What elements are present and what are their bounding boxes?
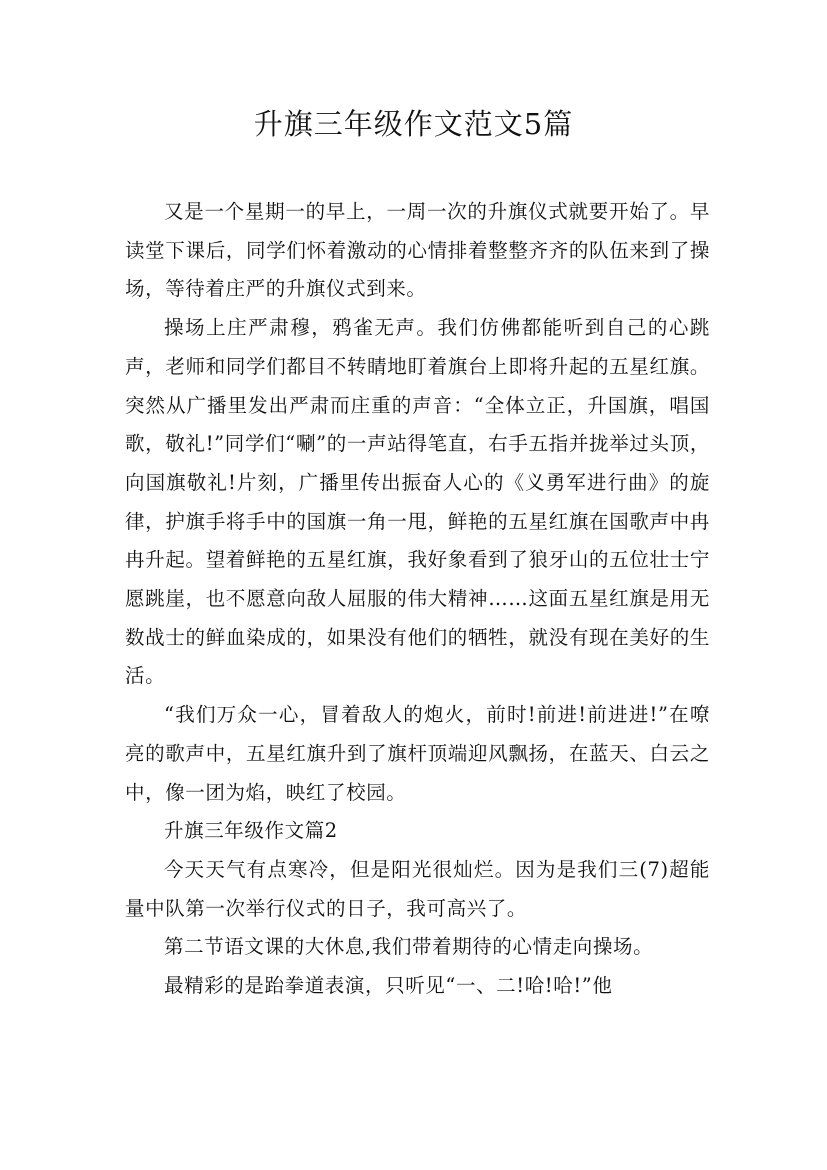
paragraph-5: 第二节语文课的大休息,我们带着期待的心情走向操场。: [164, 935, 654, 959]
paragraph-4: 今天天气有点寒冷，但是阳光很灿烂。因为是我们三(7)超能量中队第一次举行仪式的日子，我可高兴了。: [125, 857, 710, 920]
section-heading-2: 升旗三年级作文篇2: [164, 819, 338, 843]
paragraph-6: 最精彩的是跆拳道表演，只听见“一、二!哈!哈!”他: [164, 974, 613, 998]
paragraph-3: “我们万众一心，冒着敌人的炮火，前时!前进!前进进!”在嘹亮的歌声中，五星红旗升到了旗杆顶端迎风飘扬，在蓝天、白云之中，像一团为焰，映红了校园。: [125, 703, 710, 804]
document-title: 升旗三年级作文范文5篇: [253, 107, 574, 141]
paragraph-1: 又是一个星期一的早上，一周一次的升旗仪式就要开始了。早读堂下课后，同学们怀着激动的心情排着整整齐齐的队伍来到了操场，等待着庄严的升旗仪式到来。: [125, 200, 710, 301]
document-body: [125, 193, 710, 1006]
paragraph-2: 操场上庄严肃穆，鸦雀无声。我们仿佛都能听到自己的心跳声，老师和同学们都目不转睛地盯着旗台上即将升起的五星红旗。突然从广播里发出严肃而庄重的声音：“全体立正，升国旗，唱国歌，敬礼!”同学们“唰”的一声站得笔直，右手五指并拢举过头顶，向国旗敬礼!片刻，广播里传出振奋人心的《义勇军进行曲》的旋律，护旗手将手中的国旗一角一甩，鲜艳的五星红旗在国歌声中冉冉升起。望着鲜艳的五星红旗，我好象看到了狼牙山的五位壮士宁愿跳崖，也不愿意向敌人屈服的伟大精神……这面五星红旗是用无数战士的鲜血染成的，如果没有他们的牺牲，就没有现在美好的生活。: [125, 316, 710, 688]
